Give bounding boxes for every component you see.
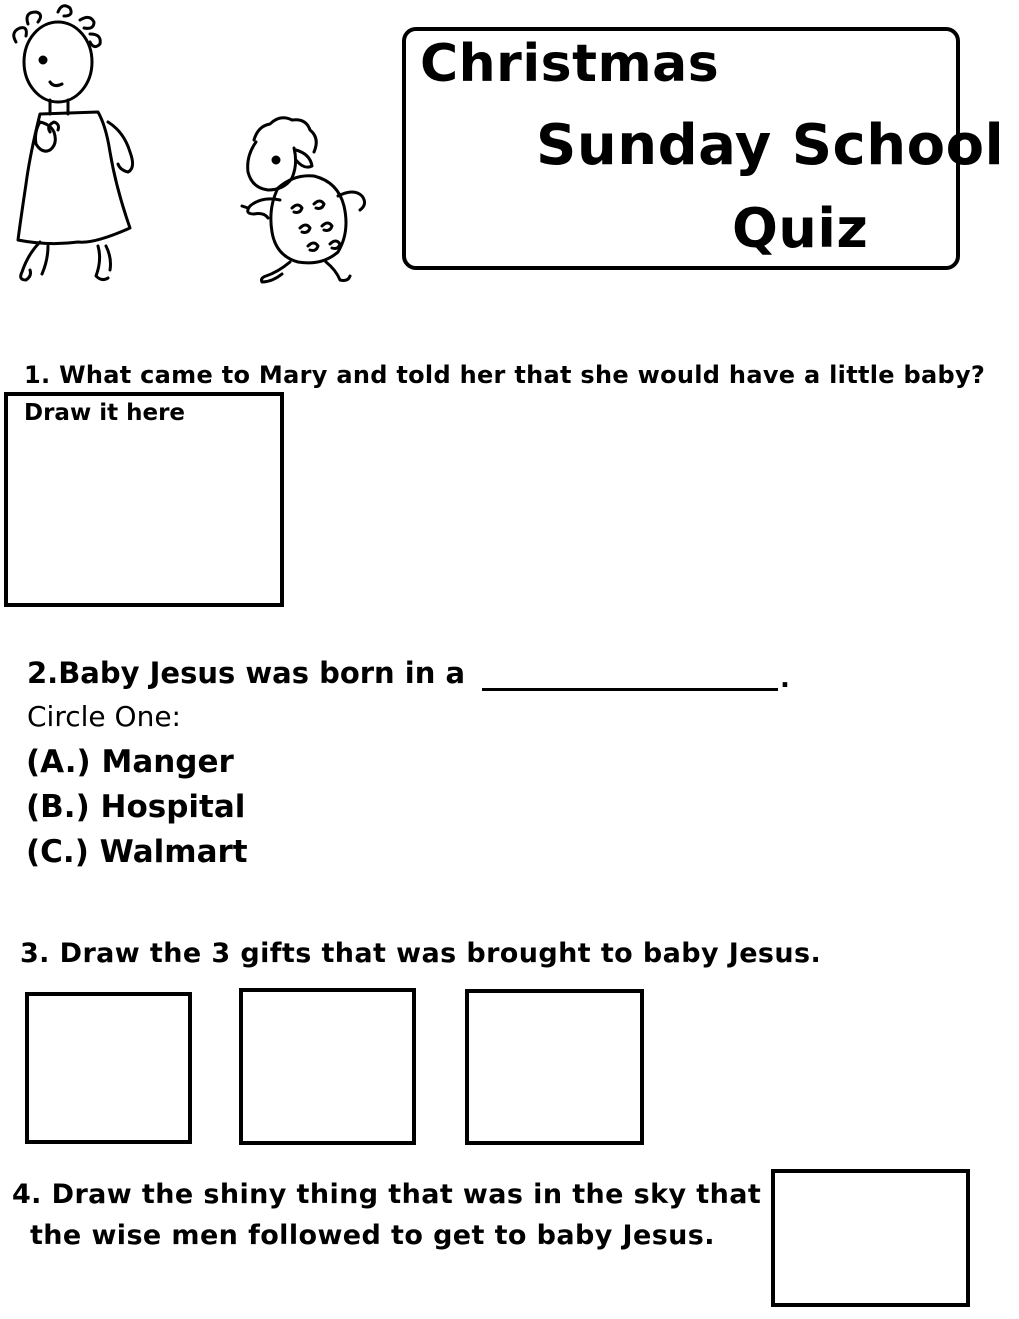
title-box (402, 27, 1005, 270)
title-line-christmas: Christmas (420, 34, 720, 94)
title-line-sunday-school: Sunday School (536, 113, 1005, 178)
option-b-hospital[interactable]: (B.) Hospital (26, 789, 246, 825)
draw-it-here-label: Draw it here (24, 400, 186, 426)
option-c-walmart[interactable]: (C.) Walmart (26, 834, 248, 870)
question-2-text: 2.Baby Jesus was born in a (27, 656, 466, 690)
question-3-text: 3. Draw the 3 gifts that was brought to baby Jesus. (20, 938, 822, 969)
question-2-blank-line[interactable] (482, 688, 778, 691)
question-4-text-line-2: the wise men followed to get to baby Jesus. (30, 1220, 715, 1251)
gift-draw-box-1[interactable] (25, 992, 192, 1144)
sheep-illustration-icon (234, 112, 368, 284)
circle-one-instruction: Circle One: (27, 700, 181, 733)
question-1-text: 1. What came to Mary and told her that she would have a little baby? (24, 361, 986, 389)
question-4-draw-box[interactable] (771, 1169, 970, 1307)
girl-illustration-icon (10, 2, 160, 287)
question-4-text-line-1: 4. Draw the shiny thing that was in the sky that (12, 1179, 762, 1210)
title-line-quiz: Quiz (732, 197, 869, 260)
gift-draw-box-3[interactable] (465, 989, 644, 1145)
gift-draw-box-2[interactable] (239, 988, 416, 1145)
option-a-manger[interactable]: (A.) Manger (26, 744, 234, 780)
question-2-period: . (780, 664, 790, 694)
